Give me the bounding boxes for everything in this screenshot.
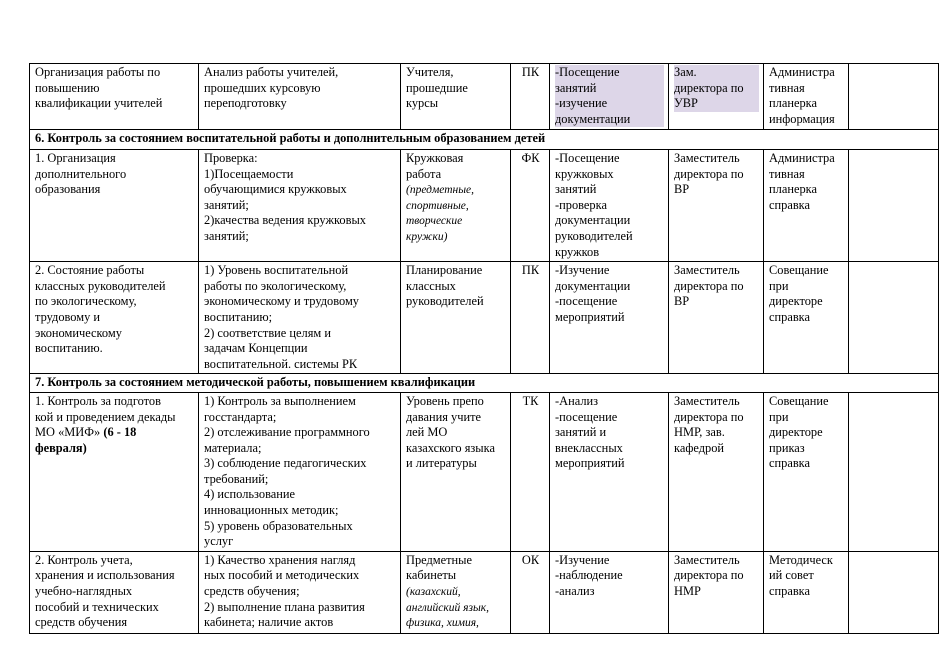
content-cell: 1) Качество хранения нагляд ных пособий и методических средств обучения; 2) выполнение плана развития кабинета; наличие актов: [199, 551, 401, 633]
control-plan-table: [29, 63, 939, 634]
content-cell: 1) Контроль за выполнением госстандарта; 2) отслеживание программного материала; 3) соблюдение педагогических требований; 4) использование инновационных методик; 5) уровень образовательных услуг: [199, 392, 401, 551]
type-cell: ТК: [511, 392, 550, 551]
methods-cell: -Изучение документации -посещение мероприятий: [550, 262, 669, 374]
responsible-cell: [669, 64, 764, 130]
area-cell: 2. Контроль учета, хранения и использования учебно-наглядных пособий и технических средств обучения: [30, 551, 199, 633]
type-cell: ПК: [511, 262, 550, 374]
area-cell: Организация работы по повышению квалификации учителей: [30, 64, 199, 130]
object-note: (предметные, спортивные, творческие кружки): [406, 184, 475, 243]
area-cell: [30, 392, 199, 551]
responsible-cell: Заместитель директора по НМР: [669, 551, 764, 633]
section-heading: 7. Контроль за состоянием методической работы, повышением квалификации: [30, 374, 939, 393]
empty-cell: [849, 150, 939, 262]
object-text: Кружковая работа: [406, 151, 464, 181]
object-note: (казахский, английский язык, физика, химия,: [406, 586, 490, 630]
responsible-cell: Заместитель директора по НМР, зав. кафедрой: [669, 392, 764, 551]
empty-cell: [849, 262, 939, 374]
methods-cell: -Анализ -посещение занятий и внеклассных мероприятий: [550, 392, 669, 551]
section-heading: 6. Контроль за состоянием воспитательной работы и дополнительным образованием детей: [30, 130, 939, 150]
result-cell: Совещание при директоре справка: [764, 262, 849, 374]
responsible-cell: Заместитель директора по ВР: [669, 150, 764, 262]
object-cell: [401, 551, 511, 633]
methods-cell: -Изучение -наблюдение -анализ: [550, 551, 669, 633]
result-cell: Администра тивная планерка справка: [764, 150, 849, 262]
section-row: [30, 130, 939, 150]
table-row: [30, 392, 939, 551]
object-cell: Планирование классных руководителей: [401, 262, 511, 374]
empty-cell: [849, 64, 939, 130]
table-row: [30, 551, 939, 633]
type-cell: ОК: [511, 551, 550, 633]
content-cell: 1) Уровень воспитательной работы по экологическому, экономическому и трудовому воспитанию; 2) соответствие целям и задачам Концепции воспитательной. системы РК: [199, 262, 401, 374]
object-text: Предметные кабинеты: [406, 552, 472, 583]
result-cell: Методическ ий совет справка: [764, 551, 849, 633]
responsible-cell: Заместитель директора по ВР: [669, 262, 764, 374]
table-row: [30, 64, 939, 130]
object-cell: Учителя, прошедшие курсы: [401, 64, 511, 130]
highlighted-text: -Посещение занятий -изучение документации: [555, 65, 664, 127]
object-cell: Уровень препо давания учите лей МО казахского языка и литературы: [401, 392, 511, 551]
content-cell: Проверка: 1)Посещаемости обучающимися кружковых занятий; 2)качества ведения кружковых занятий;: [199, 150, 401, 262]
area-dates: (6 - 18 февраля): [35, 425, 137, 455]
methods-cell: [550, 64, 669, 130]
table-row: [30, 150, 939, 262]
section-row: [30, 374, 939, 393]
type-cell: ПК: [511, 64, 550, 130]
empty-cell: [849, 551, 939, 633]
content-cell: Анализ работы учителей, прошедших курсовую переподготовку: [199, 64, 401, 130]
result-cell: Совещание при директоре приказ справка: [764, 392, 849, 551]
result-cell: Администра тивная планерка информация: [764, 64, 849, 130]
area-text: 1. Контроль за подготов кой и проведением декады МО «МИФ»: [35, 393, 176, 440]
object-cell: [401, 150, 511, 262]
table-row: [30, 262, 939, 374]
area-cell: 2. Состояние работы классных руководителей по экологическому, трудовому и экономическому воспитанию.: [30, 262, 199, 374]
type-cell: ФК: [511, 150, 550, 262]
methods-cell: -Посещение кружковых занятий -проверка документации руководителей кружков: [550, 150, 669, 262]
area-cell: 1. Организация дополнительного образования: [30, 150, 199, 262]
empty-cell: [849, 392, 939, 551]
highlighted-text: Зам. директора по УВР: [674, 65, 759, 112]
